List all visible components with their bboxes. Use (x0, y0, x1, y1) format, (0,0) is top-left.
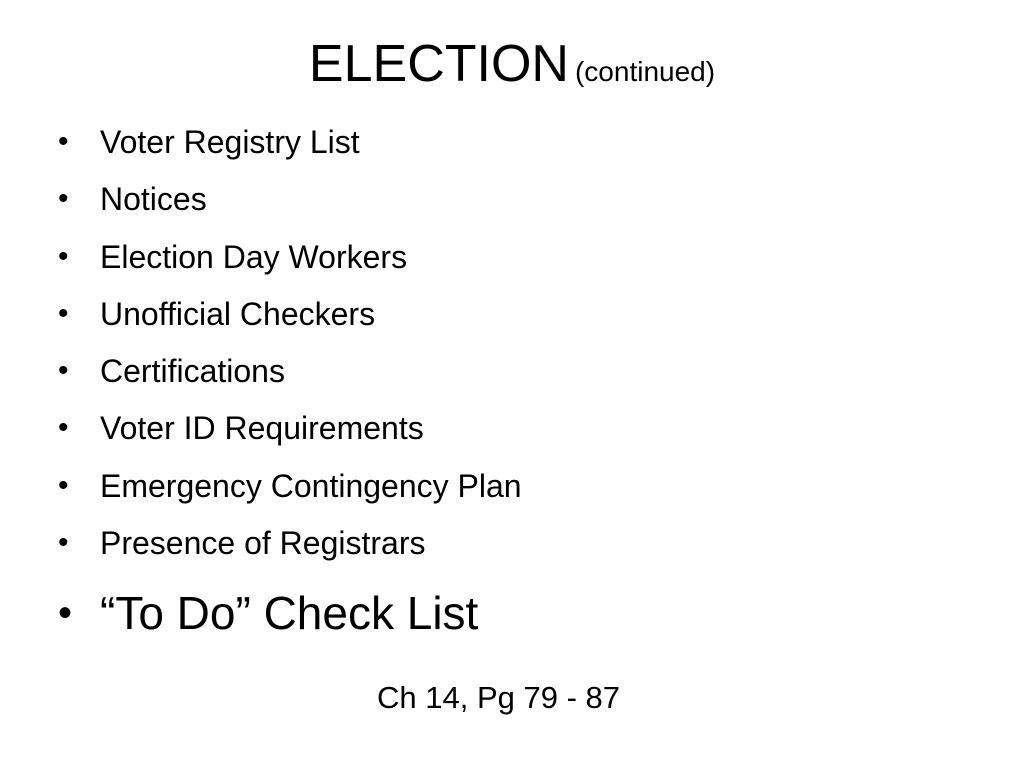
bullet-text: Voter Registry List (100, 124, 360, 160)
bullet-icon: • (58, 468, 69, 502)
bullet-icon: • (58, 526, 69, 560)
bullet-text: “To Do” Check List (100, 587, 479, 640)
bullet-icon: • (58, 239, 69, 273)
bullet-text: Emergency Contingency Plan (100, 467, 522, 504)
title-main: ELECTION (308, 35, 569, 93)
bullet-icon: • (58, 125, 69, 158)
bullet-icon: • (58, 182, 69, 216)
bullet-icon: • (58, 411, 69, 445)
bullet-icon: • (58, 296, 69, 330)
bullet-text: Election Day Workers (100, 238, 408, 275)
bullet-icon: • (58, 591, 73, 636)
title-subtitle: (continued) (574, 56, 716, 87)
chapter-page-reference: Ch 14, Pg 79 - 87 (377, 680, 620, 715)
slide-title (0, 35, 1024, 93)
bullet-text: Certifications (100, 353, 285, 390)
bullet-text: Voter ID Requirements (100, 410, 424, 447)
bullet-icon: • (58, 354, 69, 388)
bullet-text: Notices (100, 181, 207, 218)
bullet-text: Unofficial Checkers (100, 295, 376, 332)
bullet-text: Presence of Registrars (100, 525, 426, 562)
